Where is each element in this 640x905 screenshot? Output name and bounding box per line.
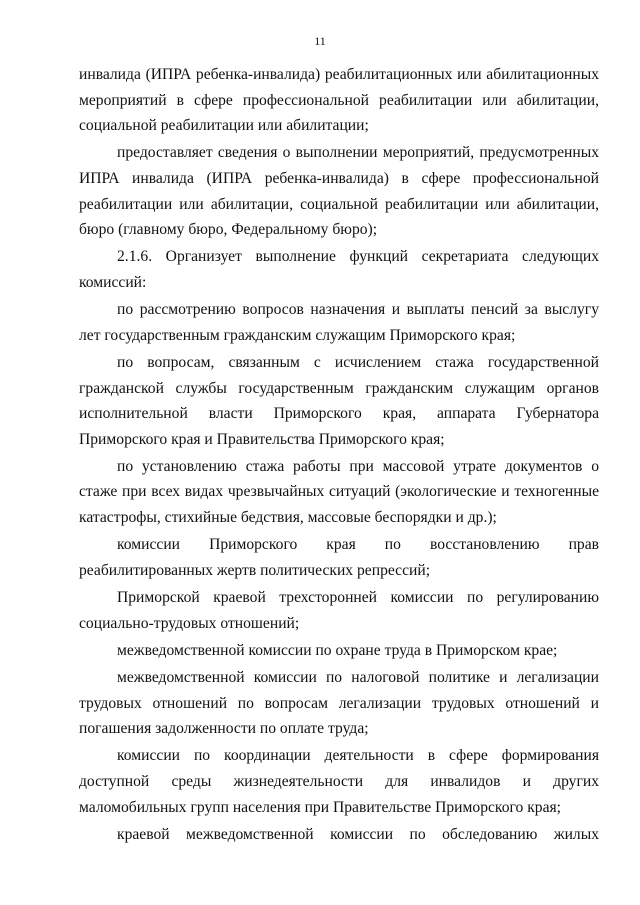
paragraph: 2.1.6. Организует выполнение функций секретариата следующих комиссий: bbox=[79, 248, 599, 291]
paragraph: по установлению стажа работы при массовой утрате документов о стаже при всех видах чрезвычайных ситуаций (экологические и техногенные катастрофы, стихийные бедствия, массовые беспорядки и др.); bbox=[79, 457, 599, 527]
paragraph: комиссии по координации деятельности в сфере формирования доступной среды жизнедеятельности для инвалидов и других маломобильных групп населения при Правительстве Приморского края; bbox=[79, 747, 599, 816]
paragraph: предоставляет сведения о выполнении мероприятий, предусмотренных ИПРА инвалида (ИПРА ребенка-инвалида) в сфере профессиональной реабилитации или абилитации, социальной реабилитации или абилитации, бюро (главному бюро, Федеральному бюро); bbox=[79, 144, 599, 239]
paragraph: по вопросам, связанным с исчислением стажа государственной гражданской службы государственным гражданским служащим органов исполнительной власти Приморского края, аппарата Губернатора Приморского края и Правительства Приморского края; bbox=[79, 353, 599, 448]
paragraph: Приморской краевой трехсторонней комиссии по регулированию социально-трудовых отношений; bbox=[79, 589, 599, 632]
paragraph: по рассмотрению вопросов назначения и выплаты пенсий за выслугу лет государственным гражданским служащим Приморского края; bbox=[79, 301, 599, 344]
paragraph: межведомственной комиссии по налоговой политике и легализации трудовых отношений по вопросам легализации трудовых отношений и погашения задолженности по оплате труда; bbox=[79, 669, 599, 738]
paragraph: комиссии Приморского края по восстановлению прав реабилитированных жертв политических репрессий; bbox=[79, 536, 599, 579]
document-body bbox=[79, 62, 599, 849]
paragraph-continued: краевой межведомственной комиссии по обследованию жилых bbox=[117, 825, 599, 843]
paragraph: инвалида (ИПРА ребенка-инвалида) реабилитационных или абилитационных мероприятий в сфере профессиональной реабилитации или абилитации, социальной реабилитации или абилитации; bbox=[79, 66, 599, 135]
paragraph: межведомственной комиссии по охране труда в Приморском крае; bbox=[117, 641, 558, 659]
page-number: 11 bbox=[314, 34, 326, 48]
